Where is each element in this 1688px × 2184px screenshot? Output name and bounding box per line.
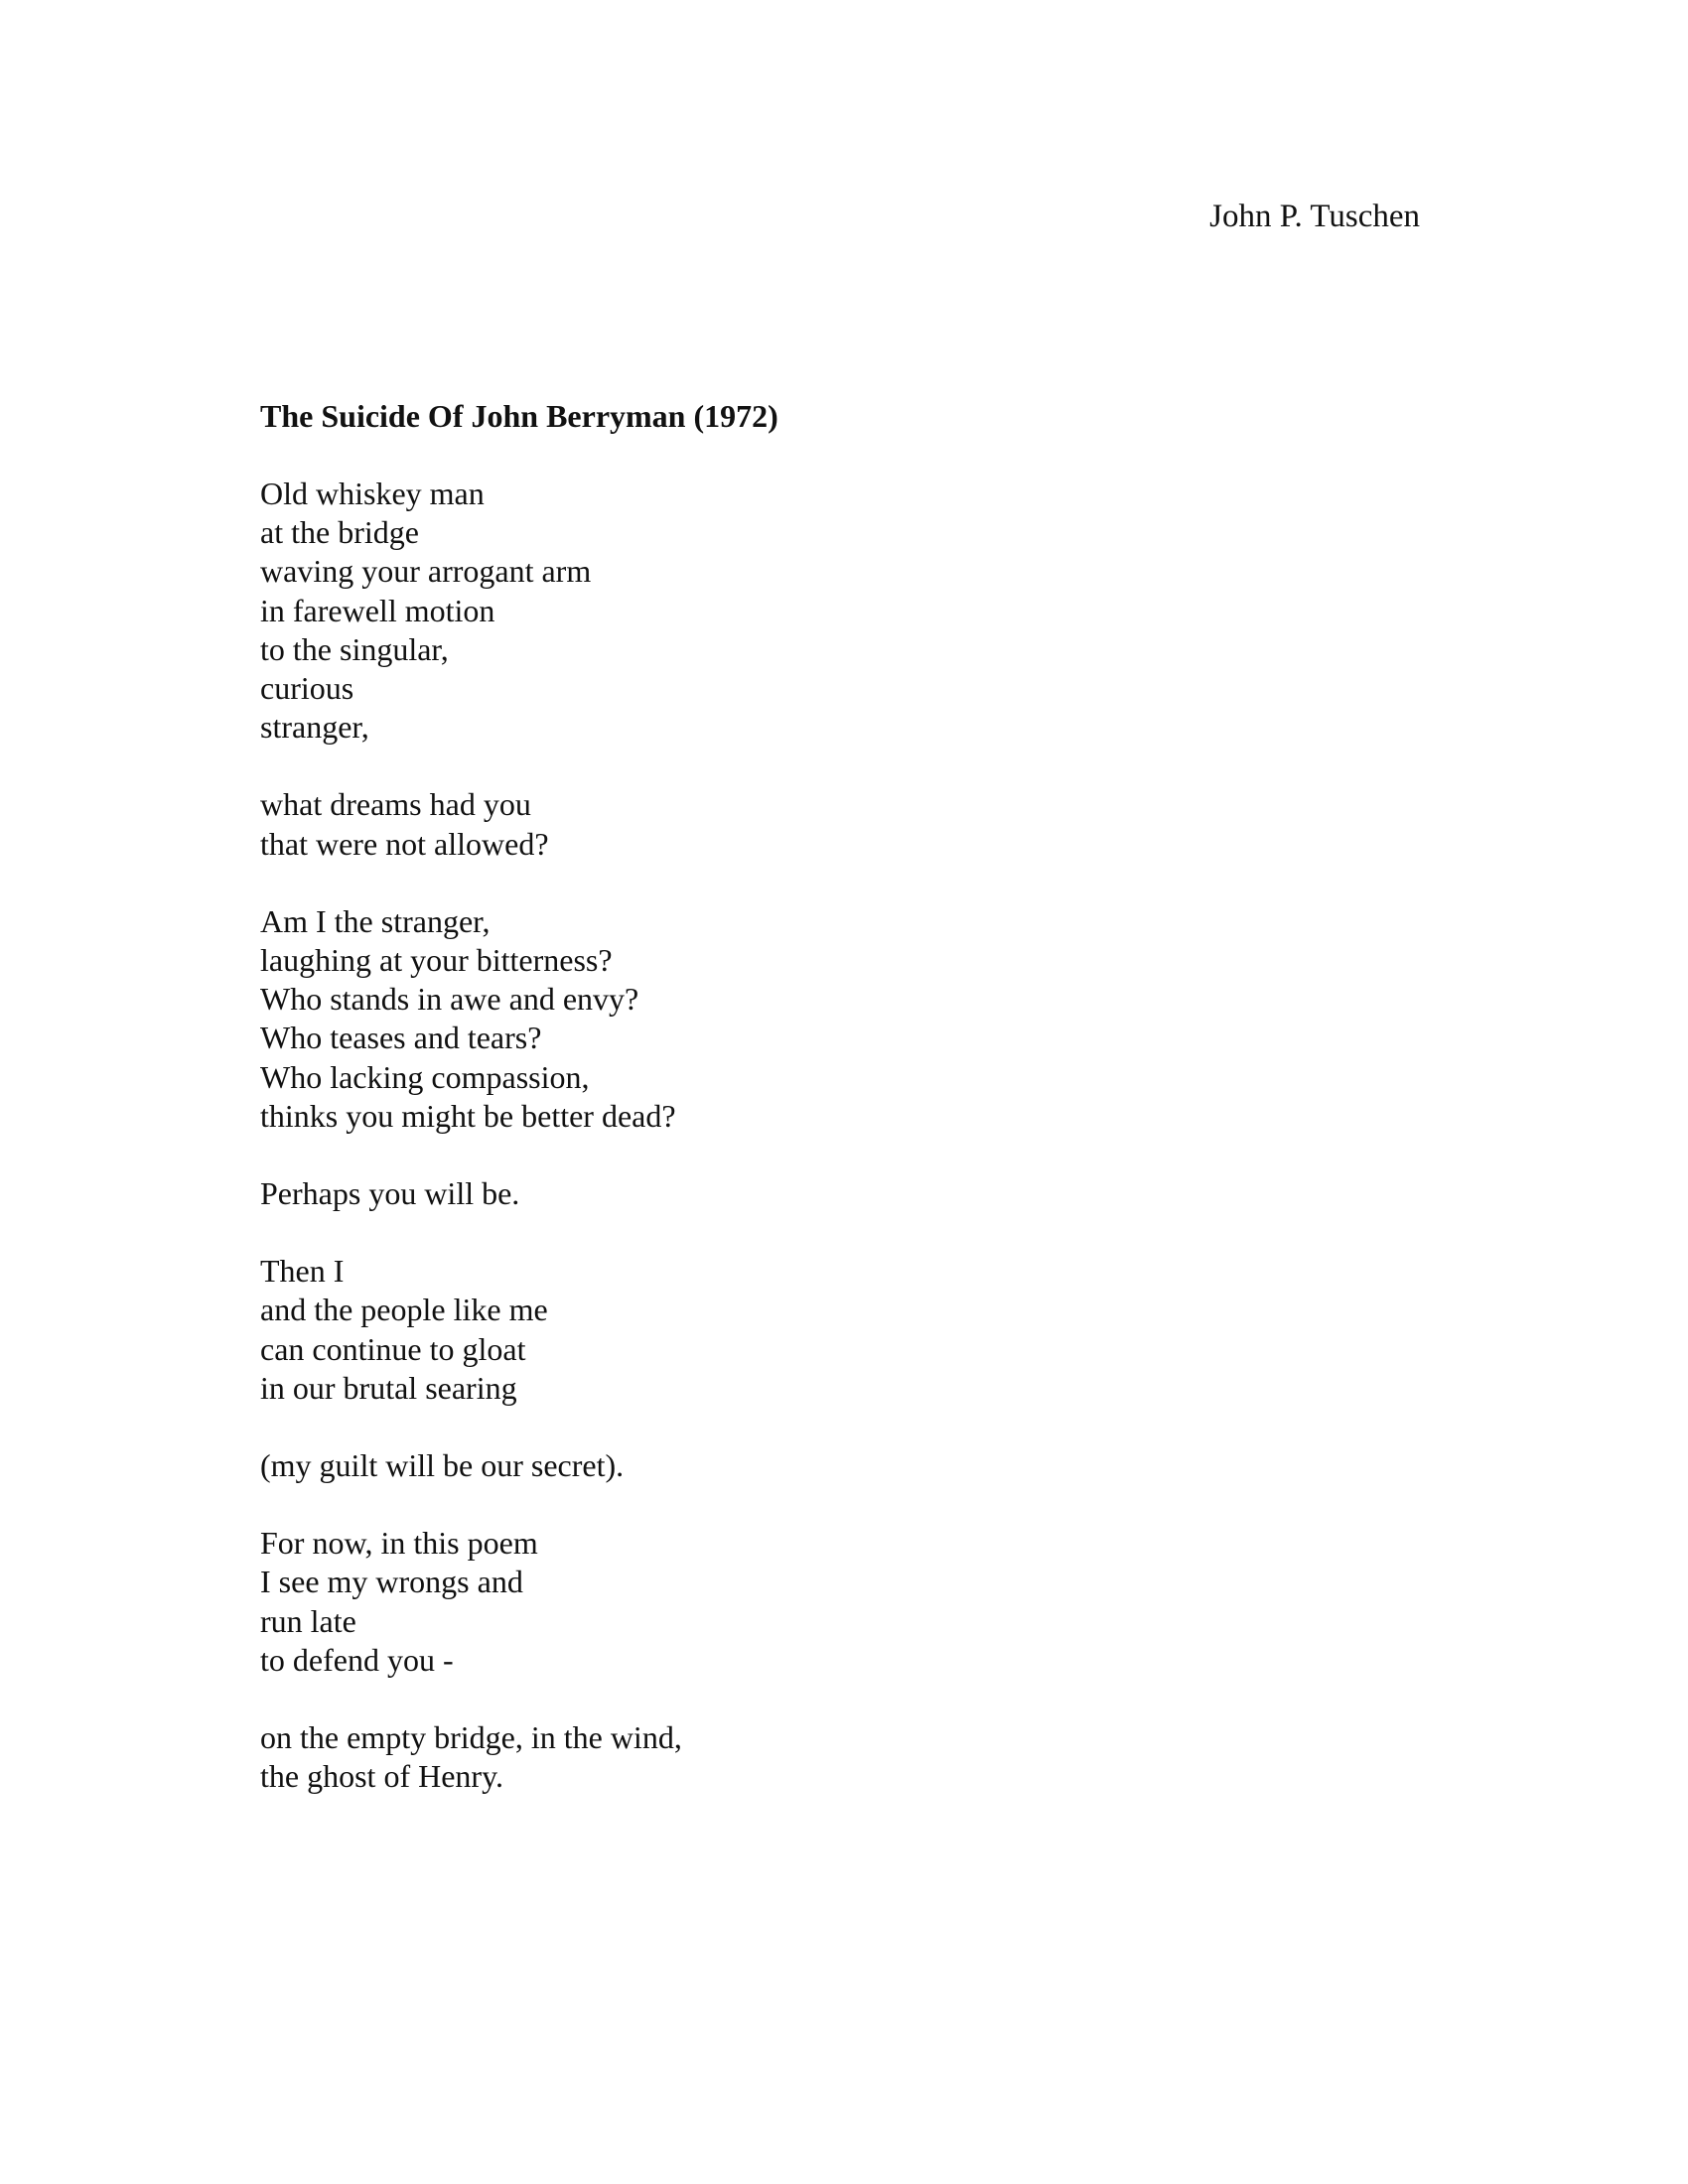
poem-line: run late	[260, 1602, 356, 1639]
poem-line: Then I	[260, 1253, 345, 1290]
poem-line: thinks you might be better dead?	[260, 1097, 676, 1134]
poem-line: in farewell motion	[260, 592, 495, 628]
poem-line: to the singular,	[260, 630, 449, 667]
poem-line: that were not allowed?	[260, 825, 549, 862]
poem-line: can continue to gloat	[260, 1330, 526, 1367]
poem-body	[260, 475, 1352, 1796]
poem-line: and the people like me	[260, 1292, 548, 1328]
poem-line: Old whiskey man	[260, 476, 485, 511]
poem-stanza	[260, 1446, 1352, 1485]
poem-line: Perhaps you will be.	[260, 1175, 520, 1212]
poem-line: in our brutal searing	[260, 1369, 517, 1406]
author-name: John P. Tuschen	[1209, 199, 1420, 234]
poem-line: the ghost of Henry.	[260, 1758, 503, 1795]
poem-line: waving your arrogant arm	[260, 553, 592, 590]
poem	[260, 396, 1352, 1835]
poem-line: Am I the stranger,	[260, 902, 491, 939]
poem-line: to defend you -	[260, 1641, 454, 1678]
poem-line: laughing at your bitterness?	[260, 942, 613, 979]
poem-stanza	[260, 1524, 1352, 1680]
poem-stanza	[260, 902, 1352, 1136]
poem-line: Who stands in awe and envy?	[260, 981, 639, 1018]
poem-line: (my guilt will be our secret).	[260, 1447, 625, 1484]
poem-line: what dreams had you	[260, 786, 531, 823]
poem-stanza	[260, 785, 1352, 863]
poem-line: Who teases and tears?	[260, 1020, 542, 1056]
poem-stanza	[260, 475, 1352, 747]
poem-line: I see my wrongs and	[260, 1564, 523, 1600]
poem-stanza	[260, 1174, 1352, 1213]
poem-line: curious	[260, 670, 354, 707]
poem-line: on the empty bridge, in the wind,	[260, 1719, 682, 1756]
poem-stanza	[260, 1252, 1352, 1408]
poem-line: For now, in this poem	[260, 1525, 538, 1562]
poem-line: at the bridge	[260, 514, 419, 551]
poem-stanza	[260, 1718, 1352, 1796]
poem-title: The Suicide Of John Berryman (1972)	[260, 398, 778, 434]
poem-line: Who lacking compassion,	[260, 1058, 590, 1095]
poem-line: stranger,	[260, 709, 369, 746]
